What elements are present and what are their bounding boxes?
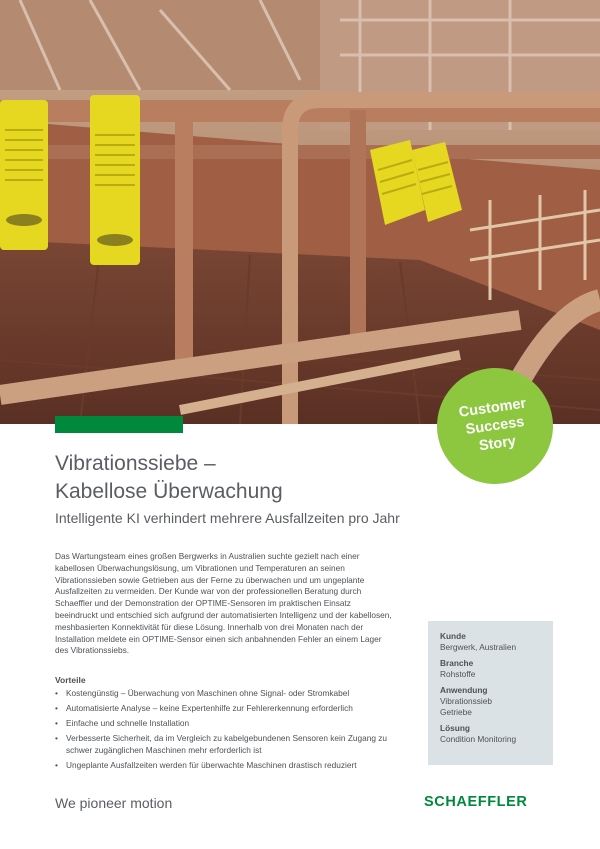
info-box <box>428 621 553 765</box>
badge-line-3: Story <box>478 433 517 455</box>
sensor-left-1 <box>0 100 48 250</box>
kunde-value: Bergwerk, Australien <box>440 642 517 652</box>
vorteile-list <box>55 688 395 775</box>
bullet-icon: • <box>55 759 58 770</box>
bullet-icon: • <box>55 688 58 698</box>
page-title <box>55 450 555 506</box>
body-paragraph: Das Wartungsteam eines großen Bergwerks in Australien suchte gezielt nach einer kabellosen Überwachungslösung, um Vibrationen und Temperaturen an seinen Vibrationssieben sowie Getrieben aus der Ferne zu überwachen und um ungeplante Ausfallzeiten zu vermeiden. Der Kunde war von der professionellen Beratung durch Schaeffler und der Demonstration der OPTIME-Sensoren im praktischen Einsatz beeindruckt und entschied sich aufgrund der automatisierten Intelligenz und der kabellosen, meshbasierten Konnektivität für diese Lösung. Innerhalb von drei Monaten nach der Installation meldete ein OPTIME-Sensor einen sich anbahnenden Fehler an einem Lager des Vibrationssiebs. <box>55 551 392 656</box>
vibrating-screen-illustration <box>0 0 600 424</box>
badge-line-2: Success <box>464 413 526 439</box>
badge-line-1: Customer <box>457 395 528 421</box>
branche-value: Rohstoffe <box>440 669 476 679</box>
bullet-icon: • <box>55 732 58 743</box>
branche-label: Branche <box>440 658 474 668</box>
kunde-label: Kunde <box>440 631 466 641</box>
accent-bar <box>55 416 183 433</box>
vorteile-heading: Vorteile <box>55 675 86 685</box>
list-item: • Einfache und schnelle Installation <box>55 717 190 728</box>
loesung-label: Lösung <box>440 723 470 733</box>
sensor-left-2 <box>90 95 140 265</box>
bullet-icon: • <box>55 702 58 713</box>
loesung-value: Condition Monitoring <box>440 734 517 744</box>
anwendung-value-2: Getriebe <box>440 707 472 717</box>
hero-photo <box>0 0 600 424</box>
list-item: • Kostengünstig – Überwachung von Maschinen ohne Signal- oder Stromkabel <box>55 688 350 698</box>
title-line-1: Vibrationssiebe – <box>55 452 216 475</box>
list-item: • Automatisierte Analyse – keine Expertenhilfe zur Fehlererkennung erforderlich <box>55 702 353 713</box>
page-subtitle: Intelligente KI verhindert mehrere Ausfallzeiten pro Jahr <box>55 510 400 526</box>
list-item: • Ungeplante Ausfallzeiten werden für überwachte Maschinen drastisch reduziert <box>55 759 357 770</box>
footer-tagline: We pioneer motion <box>55 795 173 811</box>
list-item: • Verbesserte Sicherheit, da im Vergleich zu kabelgebundenen Sensoren kein Zugang zu schwer zugänglichen Maschinen mehr erforderlich ist <box>55 732 388 755</box>
schaeffler-logo: SCHAEFFLER <box>424 794 528 810</box>
title-line-2: Kabellose Überwachung <box>55 480 283 503</box>
bullet-icon: • <box>55 717 58 728</box>
anwendung-value-1: Vibrationssieb <box>440 696 492 706</box>
anwendung-label: Anwendung <box>440 685 488 695</box>
